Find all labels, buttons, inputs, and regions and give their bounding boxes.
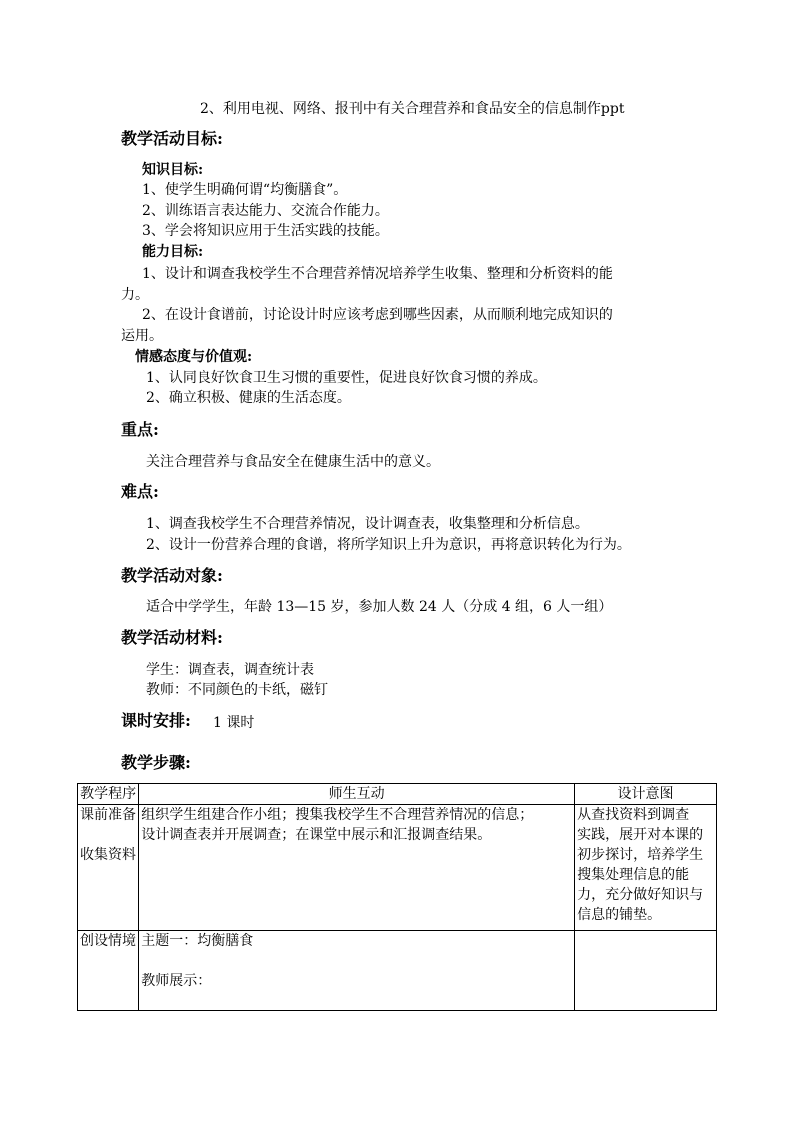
teaching-steps-table bbox=[77, 783, 717, 1011]
row2-interaction-line: 教师展示： bbox=[141, 973, 212, 989]
header-intent: 设计意图 bbox=[575, 784, 717, 805]
row1-interaction-line: 设计调查表并开展调查；在课堂中展示和汇报调查结果。 bbox=[141, 827, 492, 843]
row1-interaction-line: 组织学生组建合作小组；搜集我校学生不合理营养情况的信息； bbox=[141, 807, 534, 823]
objectives-heading: 教学活动目标: bbox=[121, 129, 223, 148]
materials-student: 学生：调查表，调查统计表 bbox=[146, 662, 314, 678]
steps-heading: 教学步骤: bbox=[121, 753, 191, 772]
ability-goal-item: 1、设计和调查我校学生不合理营养情况培养学生收集、整理和分析资料的能 bbox=[142, 266, 613, 282]
intro-line: 2、利用电视、网络、报刊中有关合理营养和食品安全的信息制作ppt bbox=[200, 101, 625, 117]
row2-interaction-line: 主题一：均衡膳食 bbox=[141, 933, 254, 949]
row2-program: 创设情境 bbox=[78, 931, 139, 1011]
row1-program-line: 课前准备 bbox=[80, 807, 136, 823]
row1-interaction bbox=[139, 805, 575, 931]
row2-intent bbox=[575, 931, 717, 1011]
ability-goal-item: 2、在设计食谱前，讨论设计时应该考虑到哪些因素，从而顺利地完成知识的 bbox=[142, 307, 613, 323]
row1-intent-line: 从查找资料到调查 bbox=[577, 807, 690, 823]
row1-intent-line: 实践，展开对本课的 bbox=[577, 827, 704, 843]
attitude-goals-heading: 情感态度与价值观: bbox=[135, 349, 253, 365]
schedule-value: 1 课时 bbox=[213, 715, 255, 731]
ability-goals-heading: 能力目标: bbox=[142, 244, 204, 260]
ability-goal-item-cont: 力。 bbox=[121, 287, 149, 303]
audience-text: 适合中学学生，年龄 13—15 岁，参加人数 24 人（分成 4 组，6 人一组） bbox=[146, 599, 613, 615]
row1-intent-line: 搜集处理信息的能 bbox=[577, 867, 690, 883]
attitude-goal-item: 1、认同良好饮食卫生习惯的重要性，促进良好饮食习惯的养成。 bbox=[146, 370, 547, 386]
row1-intent-line: 力，充分做好知识与 bbox=[577, 887, 704, 903]
table-row bbox=[78, 805, 717, 931]
header-interaction: 师生互动 bbox=[139, 784, 575, 805]
attitude-goal-item: 2、确立积极、健康的生活态度。 bbox=[146, 390, 351, 406]
row1-program bbox=[78, 805, 139, 931]
audience-heading: 教学活动对象: bbox=[121, 566, 223, 585]
row1-intent bbox=[575, 805, 717, 931]
key-point-text: 关注合理营养与食品安全在健康生活中的意义。 bbox=[146, 454, 440, 470]
knowledge-goal-item: 3、学会将知识应用于生活实践的技能。 bbox=[142, 223, 389, 239]
knowledge-goals-heading: 知识目标: bbox=[142, 162, 204, 178]
row1-intent-line: 初步探讨，培养学生 bbox=[577, 847, 704, 863]
key-point-heading: 重点: bbox=[121, 420, 159, 439]
difficulty-item: 2、设计一份营养合理的食谱，将所学知识上升为意识，再将意识转化为行为。 bbox=[146, 537, 631, 553]
materials-heading: 教学活动材料: bbox=[121, 628, 223, 647]
row1-program-line: 收集资料 bbox=[80, 847, 136, 863]
schedule-heading: 课时安排: bbox=[121, 711, 191, 730]
difficulty-heading: 难点: bbox=[121, 482, 159, 501]
table-row bbox=[78, 931, 717, 1011]
knowledge-goal-item: 1、使学生明确何谓“均衡膳食”。 bbox=[142, 182, 348, 198]
materials-teacher: 教师：不同颜色的卡纸，磁钉 bbox=[146, 682, 328, 698]
header-program: 教学程序 bbox=[78, 784, 139, 805]
difficulty-item: 1、调查我校学生不合理营养情况，设计调查表，收集整理和分析信息。 bbox=[146, 516, 589, 532]
ability-goal-item-cont: 运用。 bbox=[121, 328, 163, 344]
table-header-row bbox=[78, 784, 717, 805]
row2-interaction bbox=[139, 931, 575, 1011]
row1-intent-line: 信息的铺垫。 bbox=[577, 907, 662, 923]
knowledge-goal-item: 2、训练语言表达能力、交流合作能力。 bbox=[142, 203, 389, 219]
